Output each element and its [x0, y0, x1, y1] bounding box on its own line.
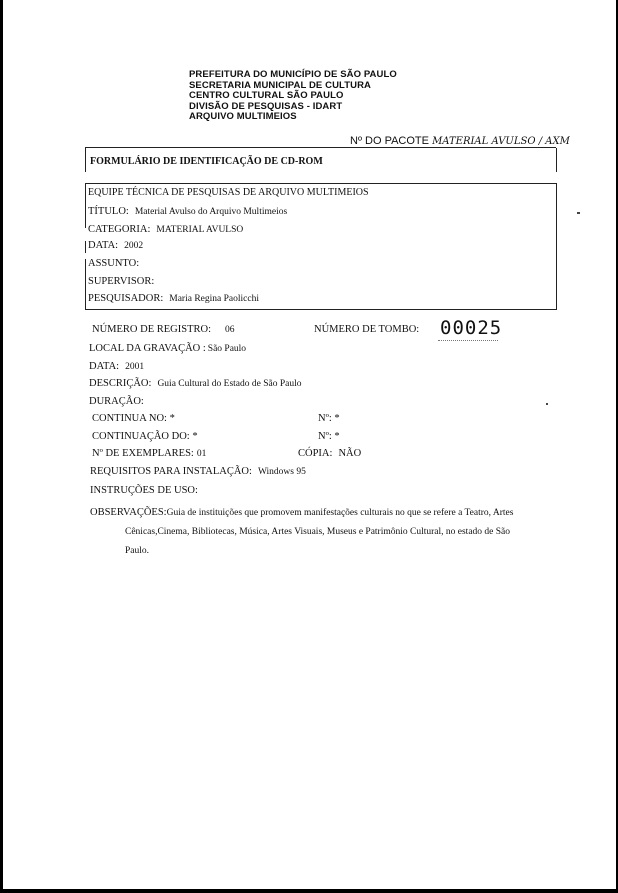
descricao-label: DESCRIÇÃO: — [89, 378, 152, 389]
observacoes-line-2: Cênicas,Cinema, Bibliotecas, Música, Artes Visuais, Museus e Patrimônio Cultural, no estado de São — [125, 527, 511, 537]
observacoes-label: OBSERVAÇÕES: — [90, 507, 167, 518]
data-value: 2001 — [125, 362, 145, 372]
descricao-value: Guia Cultural do Estado de São Paulo — [157, 379, 302, 389]
continuacao-label: CONTINUAÇÃO DO: * — [92, 431, 198, 442]
continua-label: CONTINUA NO: * — [92, 413, 175, 424]
pesquisador-value: Maria Regina Paolicchi — [169, 294, 259, 304]
scan-speck — [546, 403, 548, 405]
descricao-field — [89, 378, 302, 390]
instrucoes-label: INSTRUÇÕES DE USO: — [90, 485, 198, 496]
observacoes-field — [90, 503, 560, 561]
categoria-value: MATERIAL AVULSO — [156, 225, 244, 235]
registro-value: 06 — [225, 325, 235, 335]
header-line: DIVISÃO DE PESQUISAS - IDART — [189, 100, 343, 112]
registro-field — [92, 324, 235, 336]
titulo-label: TÍTULO: — [88, 206, 129, 217]
titulo-value: Material Avulso do Arquivo Multimeios — [134, 207, 288, 217]
pesquisador-label: PESQUISADOR: — [88, 293, 164, 304]
local-value: São Paulo — [207, 344, 247, 354]
categoria-field — [88, 224, 243, 236]
categoria-label: CATEGORIA: — [88, 224, 151, 235]
observacoes-line-3: Paulo. — [125, 546, 150, 556]
pacote-value: MATERIAL AVULSO / AXM — [432, 136, 570, 147]
pacote-field — [350, 135, 570, 147]
requisitos-value: Windows 95 — [257, 467, 306, 477]
exemplares-field — [92, 448, 206, 460]
titulo-field — [88, 206, 287, 218]
institution-header — [189, 70, 397, 123]
header-line: SECRETARIA MUNICIPAL DE CULTURA — [189, 79, 372, 91]
pacote-label: Nº DO PACOTE — [350, 135, 429, 147]
tombo-label: NÚMERO DE TOMBO: — [314, 324, 420, 335]
data-field — [89, 361, 144, 373]
form-title-box — [85, 147, 556, 172]
assunto-label: ASSUNTO: — [88, 258, 140, 269]
local-field — [89, 343, 246, 355]
supervisor-label: SUPERVISOR: — [88, 276, 155, 287]
form-title: FORMULÁRIO DE IDENTIFICAÇÃO DE CD-ROM — [90, 156, 323, 167]
tombo-stamp-value: 00025 — [440, 317, 503, 339]
data-label: DATA: — [89, 361, 120, 372]
stamp-underline — [438, 340, 498, 342]
copia-label: CÓPIA: — [298, 448, 333, 459]
header-line: ARQUIVO MULTIMEIOS — [189, 111, 297, 122]
continuacao-n-label: Nº: * — [318, 431, 340, 442]
page-border-bottom — [0, 889, 618, 893]
data-top-label: DATA: — [88, 240, 119, 251]
header-line: PREFEITURA DO MUNICÍPIO DE SÃO PAULO — [189, 69, 397, 80]
data-top-field — [88, 240, 143, 252]
team-heading: EQUIPE TÉCNICA DE PESQUISAS DE ARQUIVO MULTIMEIOS — [88, 187, 369, 198]
copia-field — [298, 448, 361, 460]
continua-n-label: Nº: * — [318, 413, 340, 424]
requisitos-field — [90, 466, 306, 478]
observacoes-line-1: Guia de instituições que promovem manifestações culturais no que se refere a Teatro, Artes — [166, 508, 514, 518]
duracao-label: DURAÇÃO: — [89, 396, 144, 407]
data-top-value: 2002 — [124, 241, 144, 251]
pesquisador-field — [88, 293, 259, 305]
exemplares-value: 01 — [196, 449, 207, 459]
scan-speck — [577, 212, 580, 214]
header-line: CENTRO CULTURAL SÃO PAULO — [189, 90, 344, 101]
registro-label: NÚMERO DE REGISTRO: — [92, 324, 212, 335]
requisitos-label: REQUISITOS PARA INSTALAÇÃO: — [90, 466, 252, 477]
local-label: LOCAL DA GRAVAÇÃO : — [89, 343, 206, 354]
page-border-left — [0, 0, 3, 893]
copia-value: NÃO — [338, 448, 362, 459]
exemplares-label: Nº DE EXEMPLARES: — [92, 448, 194, 459]
team-box — [85, 183, 557, 310]
